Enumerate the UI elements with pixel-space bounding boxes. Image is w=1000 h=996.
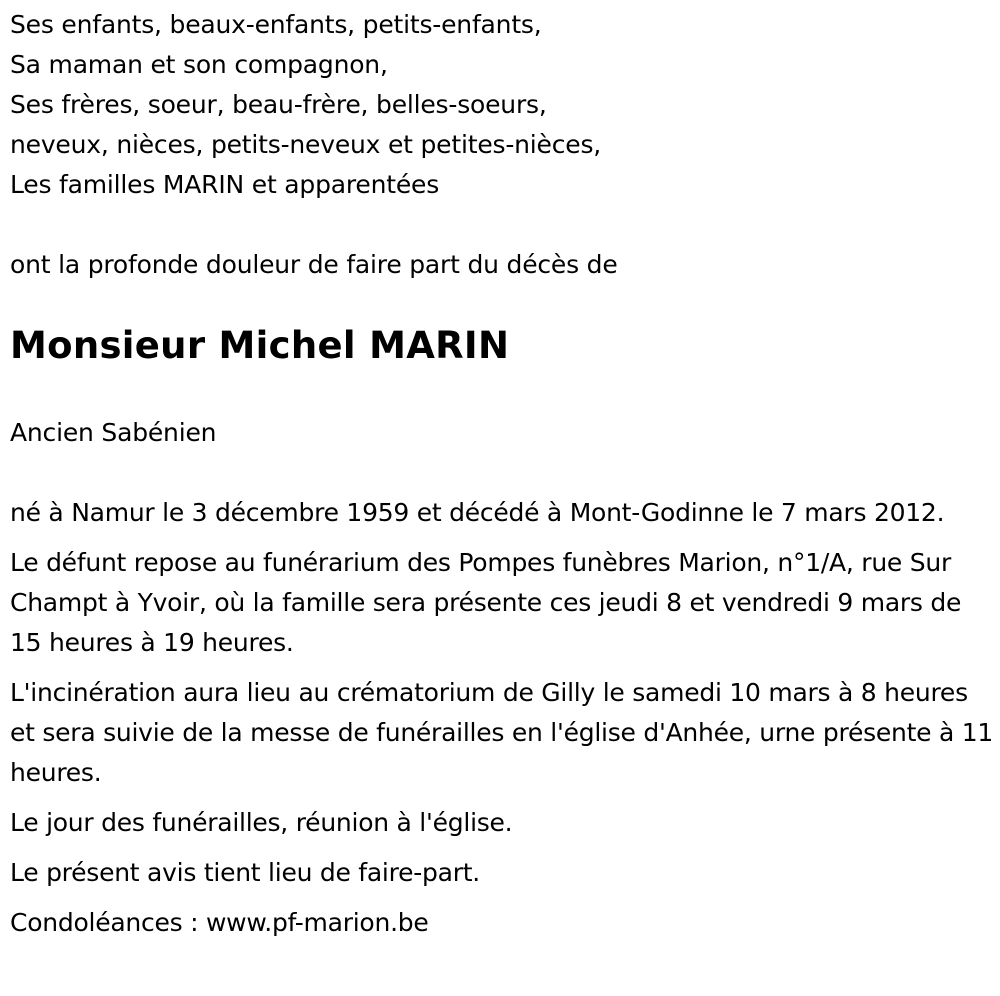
family-line: neveux, nièces, petits-neveux et petites-nièces, [10,130,602,159]
family-line: Ses enfants, beaux-enfants, petits-enfants, [10,10,542,39]
deceased-name: Monsieur Michel MARIN [10,324,510,367]
visitation-paragraph: Le défunt repose au funérarium des Pompes funèbres Marion, n°1/A, rue Sur Champt à Yvoir, où la famille sera présente ces jeudi 8 et vendredi 9 mars de 15 heures à 19 heures. [10,548,962,657]
family-list [10,5,601,205]
cremation-paragraph: L'incinération aura lieu au crématorium de Gilly le samedi 10 mars à 8 heures et sera suivie de la messe de funérailles en l'église d'Anhée, urne présente à 11 heures. [10,678,994,787]
birth-death-paragraph: né à Namur le 3 décembre 1959 et décédé à Mont-Godinne le 7 mars 2012. [10,498,945,527]
notice-body [10,493,995,953]
condolences-paragraph: Condoléances : www.pf-marion.be [10,908,429,937]
family-line: Ses frères, soeur, beau-frère, belles-soeurs, [10,90,547,119]
notice-paragraph: Le présent avis tient lieu de faire-part. [10,858,480,887]
announcement-intro: ont la profonde douleur de faire part du décès de [10,250,618,279]
family-line: Les familles MARIN et apparentées [10,170,440,199]
deceased-subtitle: Ancien Sabénien [10,418,217,447]
family-line: Sa maman et son compagnon, [10,50,388,79]
meeting-paragraph: Le jour des funérailles, réunion à l'église. [10,808,513,837]
